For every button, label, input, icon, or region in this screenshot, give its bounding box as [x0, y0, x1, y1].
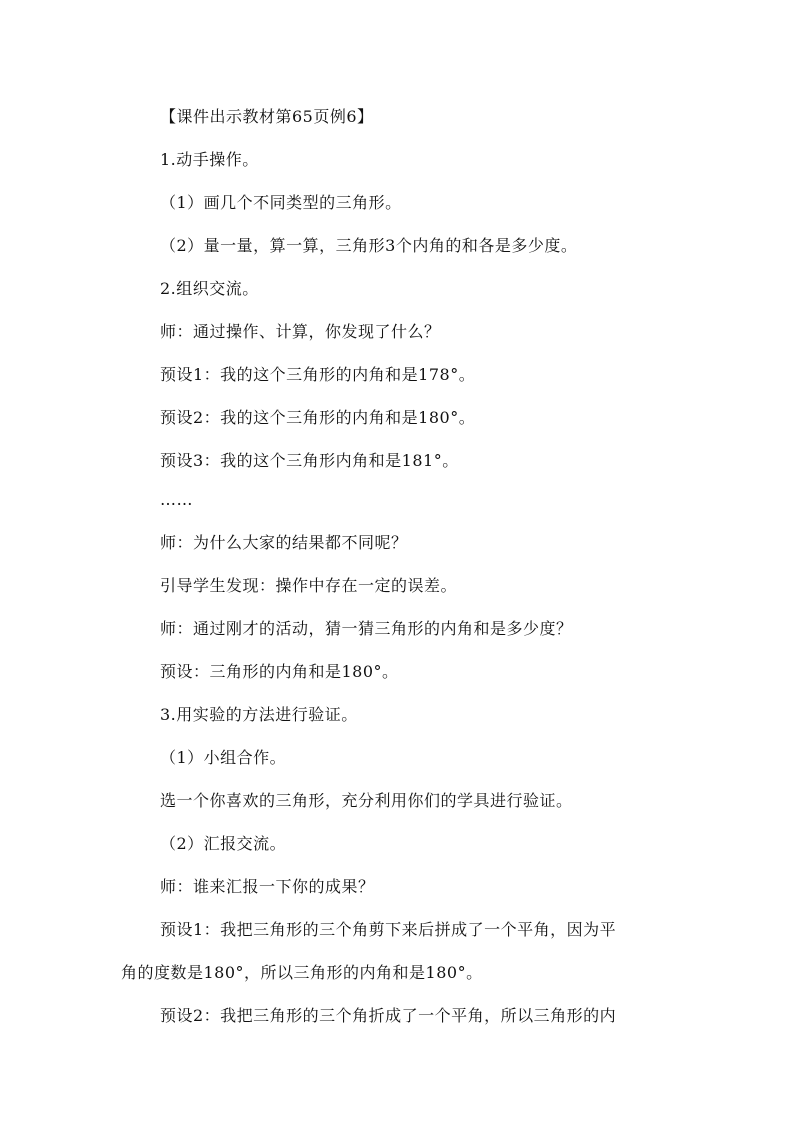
step-1-2: （2）量一量，算一算，三角形3个内角的和各是多少度。 [160, 236, 578, 255]
guide-students: 引导学生发现：操作中存在一定的误差。 [160, 576, 458, 595]
report-1-line-2: 角的度数是180°，所以三角形的内角和是180°。 [121, 963, 483, 982]
teacher-question-4: 师：谁来汇报一下你的成果？ [160, 877, 375, 896]
report-2-line-1: 预设2：我把三角形的三个角折成了一个平角，所以三角形的内 [160, 1006, 617, 1025]
preset-answer-3: 预设3：我的这个三角形内角和是181°。 [160, 451, 459, 470]
section-3-heading: 3.用实验的方法进行验证。 [160, 705, 358, 724]
teacher-question-1: 师：通过操作、计算，你发现了什么？ [160, 322, 441, 341]
step-3-2: （2）汇报交流。 [160, 834, 287, 853]
step-3-1: （1）小组合作。 [160, 748, 287, 767]
report-1-line-1: 预设1：我把三角形的三个角剪下来后拼成了一个平角，因为平 [160, 920, 617, 939]
preset-answer-sum: 预设：三角形的内角和是180°。 [160, 662, 399, 681]
courseware-heading: 【课件出示教材第65页例6】 [160, 107, 374, 126]
section-2-heading: 2.组织交流。 [160, 279, 259, 298]
step-1-1: （1）画几个不同类型的三角形。 [160, 193, 402, 212]
ellipsis: …… [160, 490, 193, 509]
preset-answer-1: 预设1：我的这个三角形的内角和是178°。 [160, 365, 476, 384]
teacher-question-2: 师：为什么大家的结果都不同呢？ [160, 533, 408, 552]
preset-answer-2: 预设2：我的这个三角形的内角和是180°。 [160, 408, 476, 427]
step-3-1-detail: 选一个你喜欢的三角形，充分利用你们的学具进行验证。 [160, 791, 573, 810]
section-1-heading: 1.动手操作。 [160, 150, 259, 169]
teacher-question-3: 师：通过刚才的活动，猜一猜三角形的内角和是多少度？ [160, 619, 573, 638]
